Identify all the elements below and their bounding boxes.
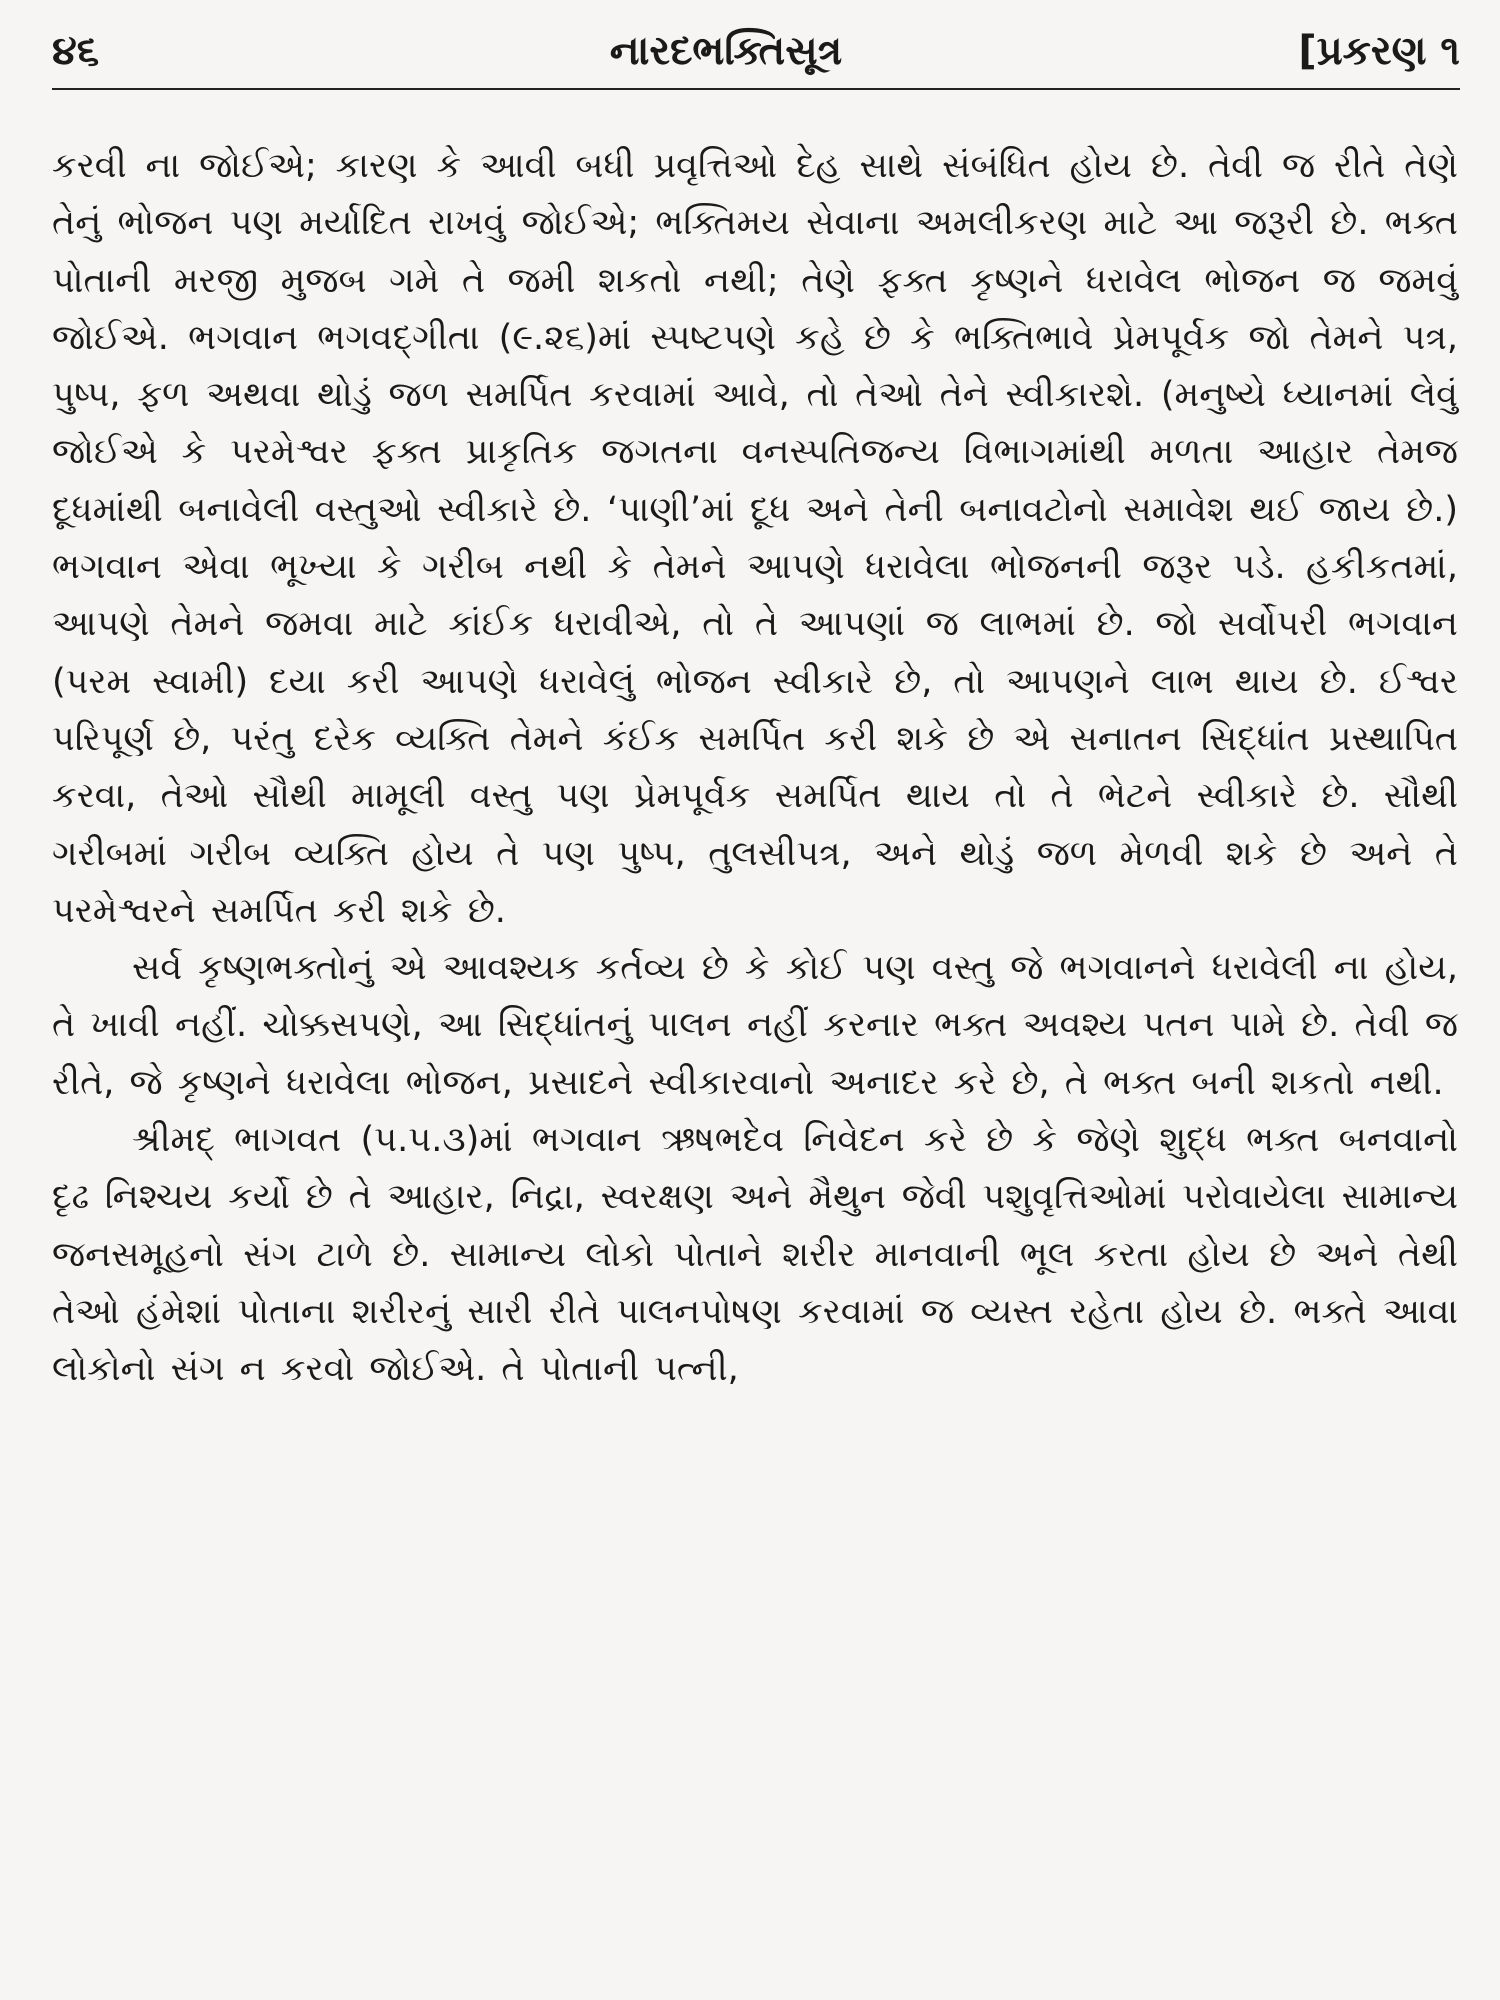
- chapter-label: [પ્રકરણ ૧: [1298, 28, 1460, 74]
- paragraph-3: શ્રીમદ્ ભાગવત (૫.૫.૩)માં ભગવાન ઋષભદેવ નિવેદન કરે છે કે જેણે શુદ્ધ ભક્ત બનવાનો દૃઢ નિશ્ચય કર્યો છે તે આહાર, નિદ્રા, સ્વરક્ષણ અને મૈથુન જેવી પશુવૃત્તિઓમાં પરોવાયેલા સામાન્ય જનસમૂહનો સંગ ટાળે છે. સામાન્ય લોકો પોતાને શરીર માનવાની ભૂલ કરતા હોય છે અને તેથી તેઓ હંમેશાં પોતાના શરીરનું સારી રીતે પાલનપોષણ કરવામાં જ વ્યસ્ત રહેતા હોય છે. ભક્તે આવા લોકોનો સંગ ન કરવો જોઈએ. તે પોતાની પત્ની,: [52, 1120, 1458, 1390]
- page-header: [52, 22, 1460, 80]
- body-text: [52, 138, 1458, 1399]
- header-rule: [52, 88, 1460, 90]
- paragraph-2: સર્વ કૃષ્ણભક્તોનું એ આવશ્યક કર્તવ્ય છે કે કોઈ પણ વસ્તુ જે ભગવાનને ધરાવેલી ના હોય, તે ખાવી નહીં. ચોક્કસપણે, આ સિદ્ધાંતનું પાલન નહીં કરનાર ભક્ત અવશ્ય પતન પામે છે. તેવી જ રીતે, જે કૃષ્ણને ધરાવેલા ભોજન, પ્રસાદને સ્વીકારવાનો અનાદર કરે છે, તે ભક્ત બની શકતો નથી.: [52, 948, 1458, 1103]
- running-title: નારદભક્તિસૂત્ર: [609, 28, 843, 74]
- page-number: ૪૬: [52, 28, 100, 74]
- paragraph-1: કરવી ના જોઈએ; કારણ કે આવી બધી પ્રવૃત્તિઓ દેહ સાથે સંબંધિત હોય છે. તેવી જ રીતે તેણે તેનું ભોજન પણ મર્યાદિત રાખવું જોઈએ; ભક્તિમય સેવાના અમલીકરણ માટે આ જરૂરી છે. ભક્ત પોતાની મરજી મુજબ ગમે તે જમી શકતો નથી; તેણે ફક્ત કૃષ્ણને ધરાવેલ ભોજન જ જમવું જોઈએ. ભગવાન ભગવદ્ગીતા (૯.૨૬)માં સ્પષ્ટપણે કહે છે કે ભક્તિભાવે પ્રેમપૂર્વક જો તેમને પત્ર, પુષ્પ, ફળ અથવા થોડું જળ સમર્પિત કરવામાં આવે, તો તેઓ તેને સ્વીકારશે. (મનુષ્યે ધ્યાનમાં લેવું જોઈએ કે પરમેશ્વર ફક્ત પ્રાકૃતિક જગતના વનસ્પતિજન્ય વિભાગમાંથી મળતા આહાર તેમજ દૂધમાંથી બનાવેલી વસ્તુઓ સ્વીકારે છે. ‘પાણી’માં દૂધ અને તેની બનાવટોનો સમાવેશ થઈ જાય છે.) ભગવાન એવા ભૂખ્યા કે ગરીબ નથી કે તેમને આપણે ધરાવેલા ભોજનની જરૂર પડે. હકીકતમાં, આપણે તેમને જમવા માટે કાંઈક ધરાવીએ, તો તે આપણાં જ લાભમાં છે. જો સર્વોપરી ભગવાન (પરમ સ્વામી) દયા કરી આપણે ધરાવેલું ભોજન સ્વીકારે છે, તો આપણને લાભ થાય છે. ઈશ્વર પરિપૂર્ણ છે, પરંતુ દરેક વ્યક્તિ તેમને કંઈક સમર્પિત કરી શકે છે એ સનાતન સિદ્ધાંત પ્રસ્થાપિત કરવા, તેઓ સૌથી મામૂલી વસ્તુ પણ પ્રેમપૂર્વક સમર્પિત થાય તો તે ભેટને સ્વીકારે છે. સૌથી ગરીબમાં ગરીબ વ્યક્તિ હોય તે પણ પુષ્પ, તુલસીપત્ર, અને થોડું જળ મેળવી શકે છે અને તે પરમેશ્વરને સમર્પિત કરી શકે છે.: [52, 146, 1458, 931]
